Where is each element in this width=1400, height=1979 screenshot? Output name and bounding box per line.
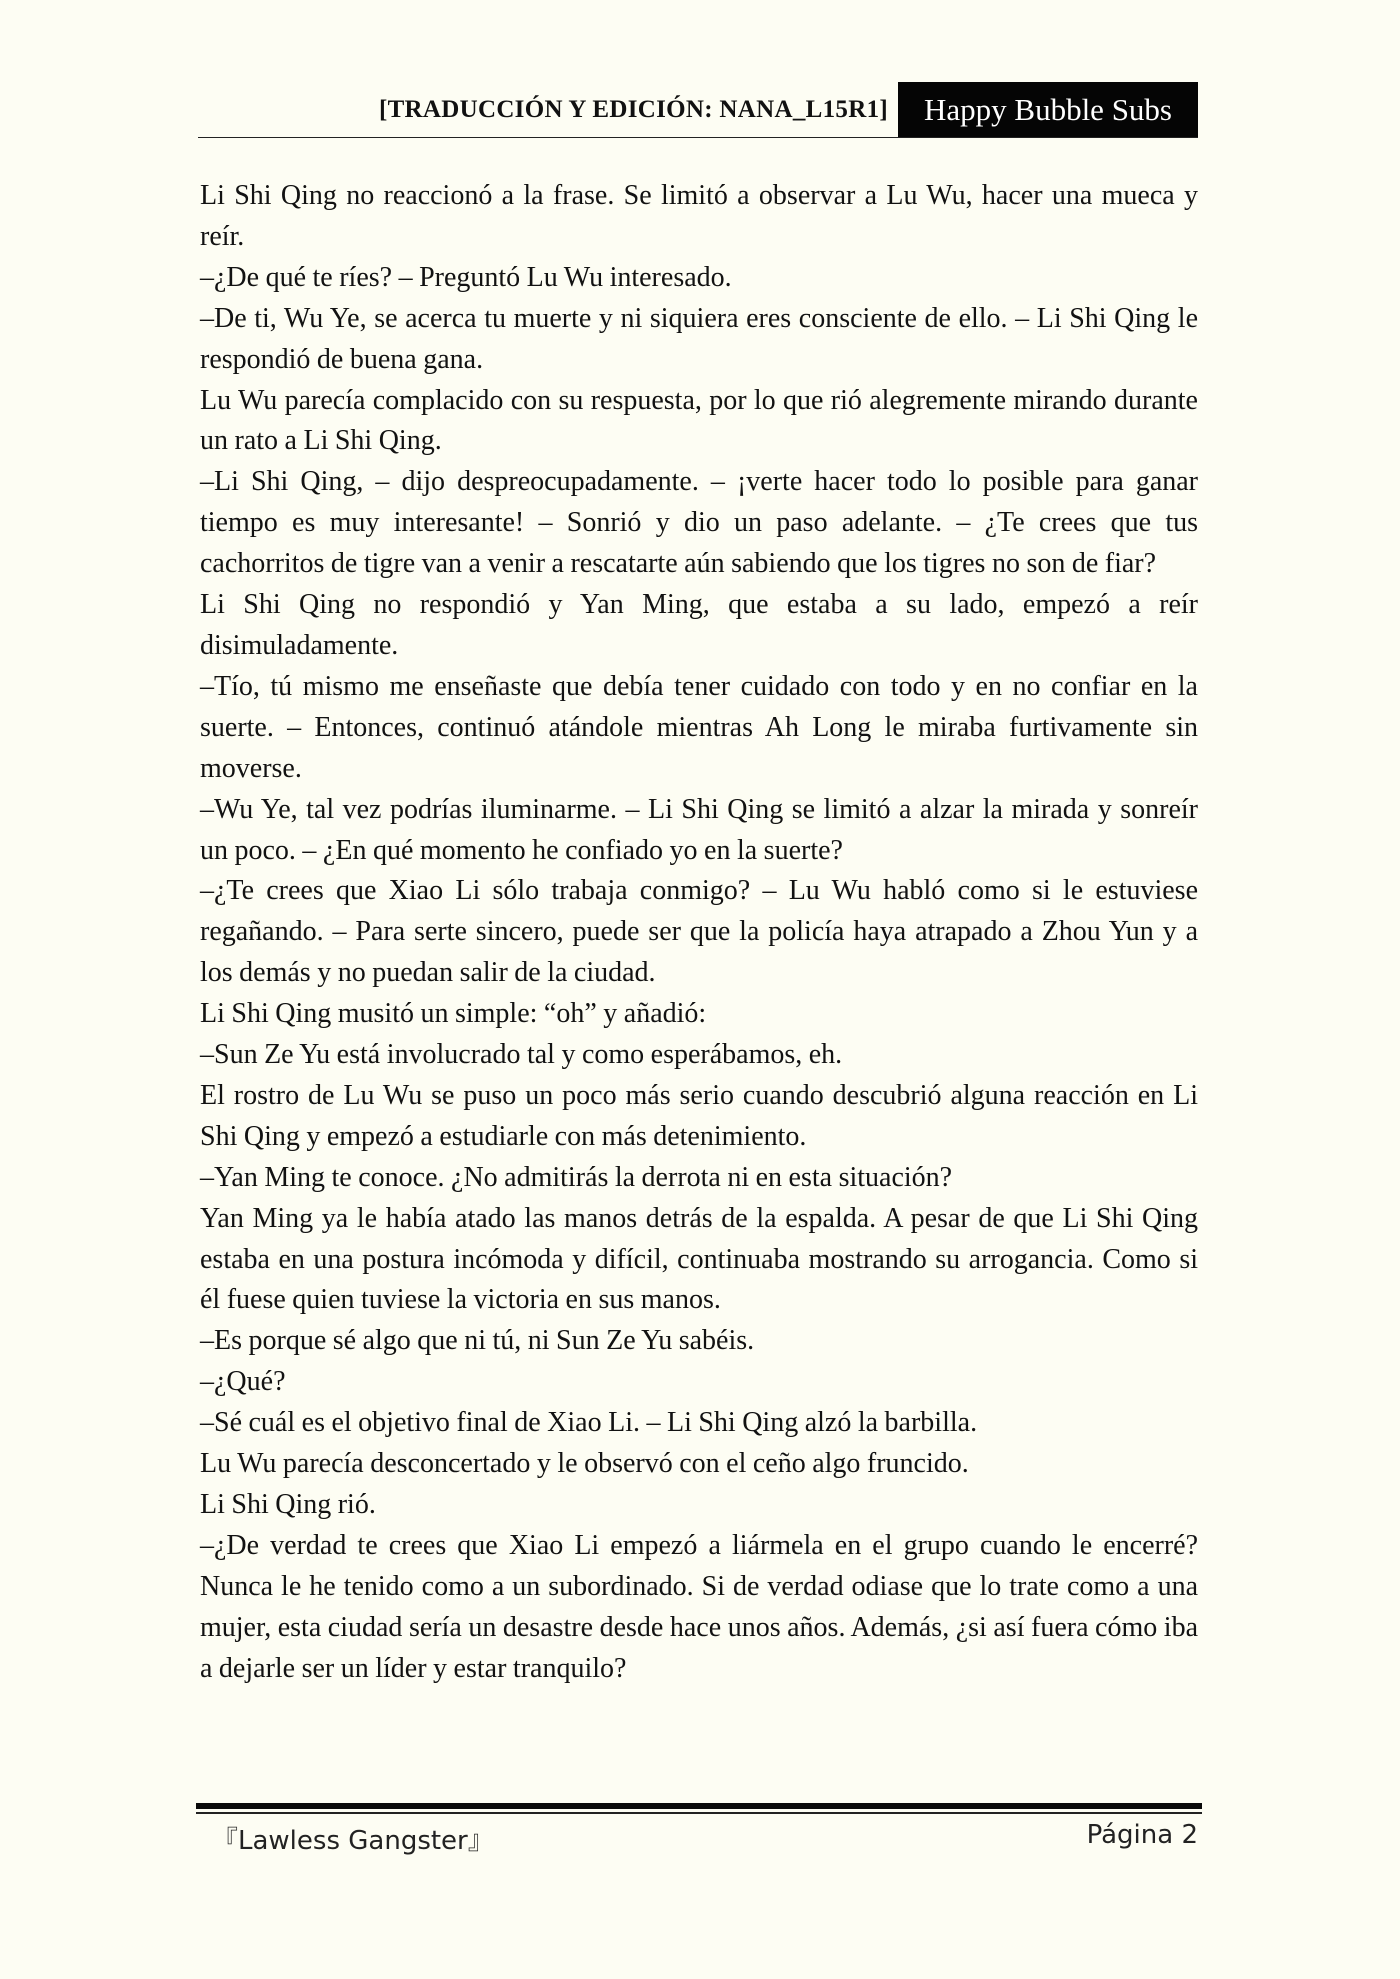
brand-label: Happy Bubble Subs <box>898 82 1198 138</box>
paragraph: –Sé cuál es el objetivo final de Xiao Li. – Li Shi Qing alzó la barbilla. <box>200 1407 978 1439</box>
paragraph: –¿De verdad te crees que Xiao Li empezó a liármela en el grupo cuando le encerré? Nunca le he tenido como a un subordinado. Si de verdad odiase que lo trate como a una mujer, esta ciudad sería un desastre desde hace unos años. Además, ¿si así fuera cómo iba a dejarle ser un líder y estar tranquilo? <box>200 1529 1198 1684</box>
paragraph: Li Shi Qing rió. <box>200 1489 376 1520</box>
page-number: Página 2 <box>1086 1820 1198 1850</box>
translation-credit: [TRADUCCIÓN Y EDICIÓN: NANA_L15R1] <box>378 96 888 123</box>
document-body <box>200 176 1198 1690</box>
page-header <box>198 82 1198 138</box>
footer-divider <box>196 1803 1202 1814</box>
paragraph: –Li Shi Qing, – dijo despreocupadamente. – ¡verte hacer todo lo posible para ganar tiempo es muy interesante! – Sonrió y dio un paso adelante. – ¿Te crees que tus cachorritos de tigre van a venir a rescatarte aún sabiendo que los tigres no son de fiar? <box>200 466 1198 580</box>
paragraph: Li Shi Qing musitó un simple: “oh” y añadió: <box>200 998 707 1030</box>
paragraph: –Yan Ming te conoce. ¿No admitirás la derrota ni en esta situación? <box>200 1161 953 1193</box>
header-divider <box>198 137 1198 139</box>
paragraph: –¿Te crees que Xiao Li sólo trabaja conmigo? – Lu Wu habló como si le estuviese regañando. – Para serte sincero, puede ser que la policía haya atrapado a Zhou Yun y a los demás y no puedan salir de la ciudad. <box>200 875 1198 989</box>
book-title: 『Lawless Gangster』 <box>212 1826 494 1856</box>
paragraph: Lu Wu parecía desconcertado y le observó con el ceño algo fruncido. <box>200 1448 969 1480</box>
page-footer <box>200 1814 1198 1858</box>
paragraph: –¿Qué? <box>200 1366 286 1398</box>
paragraph: Yan Ming ya le había atado las manos detrás de la espalda. A pesar de que Li Shi Qing estaba en una postura incómoda y difícil, continuaba mostrando su arrogancia. Como si él fuese quien tuviese la victoria en sus manos. <box>200 1202 1198 1316</box>
paragraph: –Sun Ze Yu está involucrado tal y como esperábamos, eh. <box>200 1039 843 1071</box>
paragraph: Li Shi Qing no respondió y Yan Ming, que estaba a su lado, empezó a reír disimuladamente. <box>200 589 1198 661</box>
paragraph: Lu Wu parecía complacido con su respuesta, por lo que rió alegremente mirando durante un rato a Li Shi Qing. <box>200 384 1198 457</box>
paragraph: Li Shi Qing no reaccionó a la frase. Se limitó a observar a Lu Wu, hacer una mueca y reír. <box>200 180 1198 252</box>
footer-divider-thick <box>196 1803 1202 1809</box>
paragraph: –¿De qué te ríes? – Preguntó Lu Wu interesado. <box>200 261 732 293</box>
paragraph: –Es porque sé algo que ni tú, ni Sun Ze Yu sabéis. <box>200 1325 755 1357</box>
paragraph: –Tío, tú mismo me enseñaste que debía tener cuidado con todo y en no confiar en la suerte. – Entonces, continuó atándole mientras Ah Long le miraba furtivamente sin moverse. <box>200 670 1198 784</box>
paragraph: El rostro de Lu Wu se puso un poco más serio cuando descubrió alguna reacción en Li Shi Qing y empezó a estudiarle con más detenimiento. <box>200 1079 1198 1152</box>
paragraph: –Wu Ye, tal vez podrías iluminarme. – Li Shi Qing se limitó a alzar la mirada y sonreír un poco. – ¿En qué momento he confiado yo en la suerte? <box>200 793 1198 866</box>
paragraph: –De ti, Wu Ye, se acerca tu muerte y ni siquiera eres consciente de ello. – Li Shi Qing le respondió de buena gana. <box>200 302 1198 375</box>
